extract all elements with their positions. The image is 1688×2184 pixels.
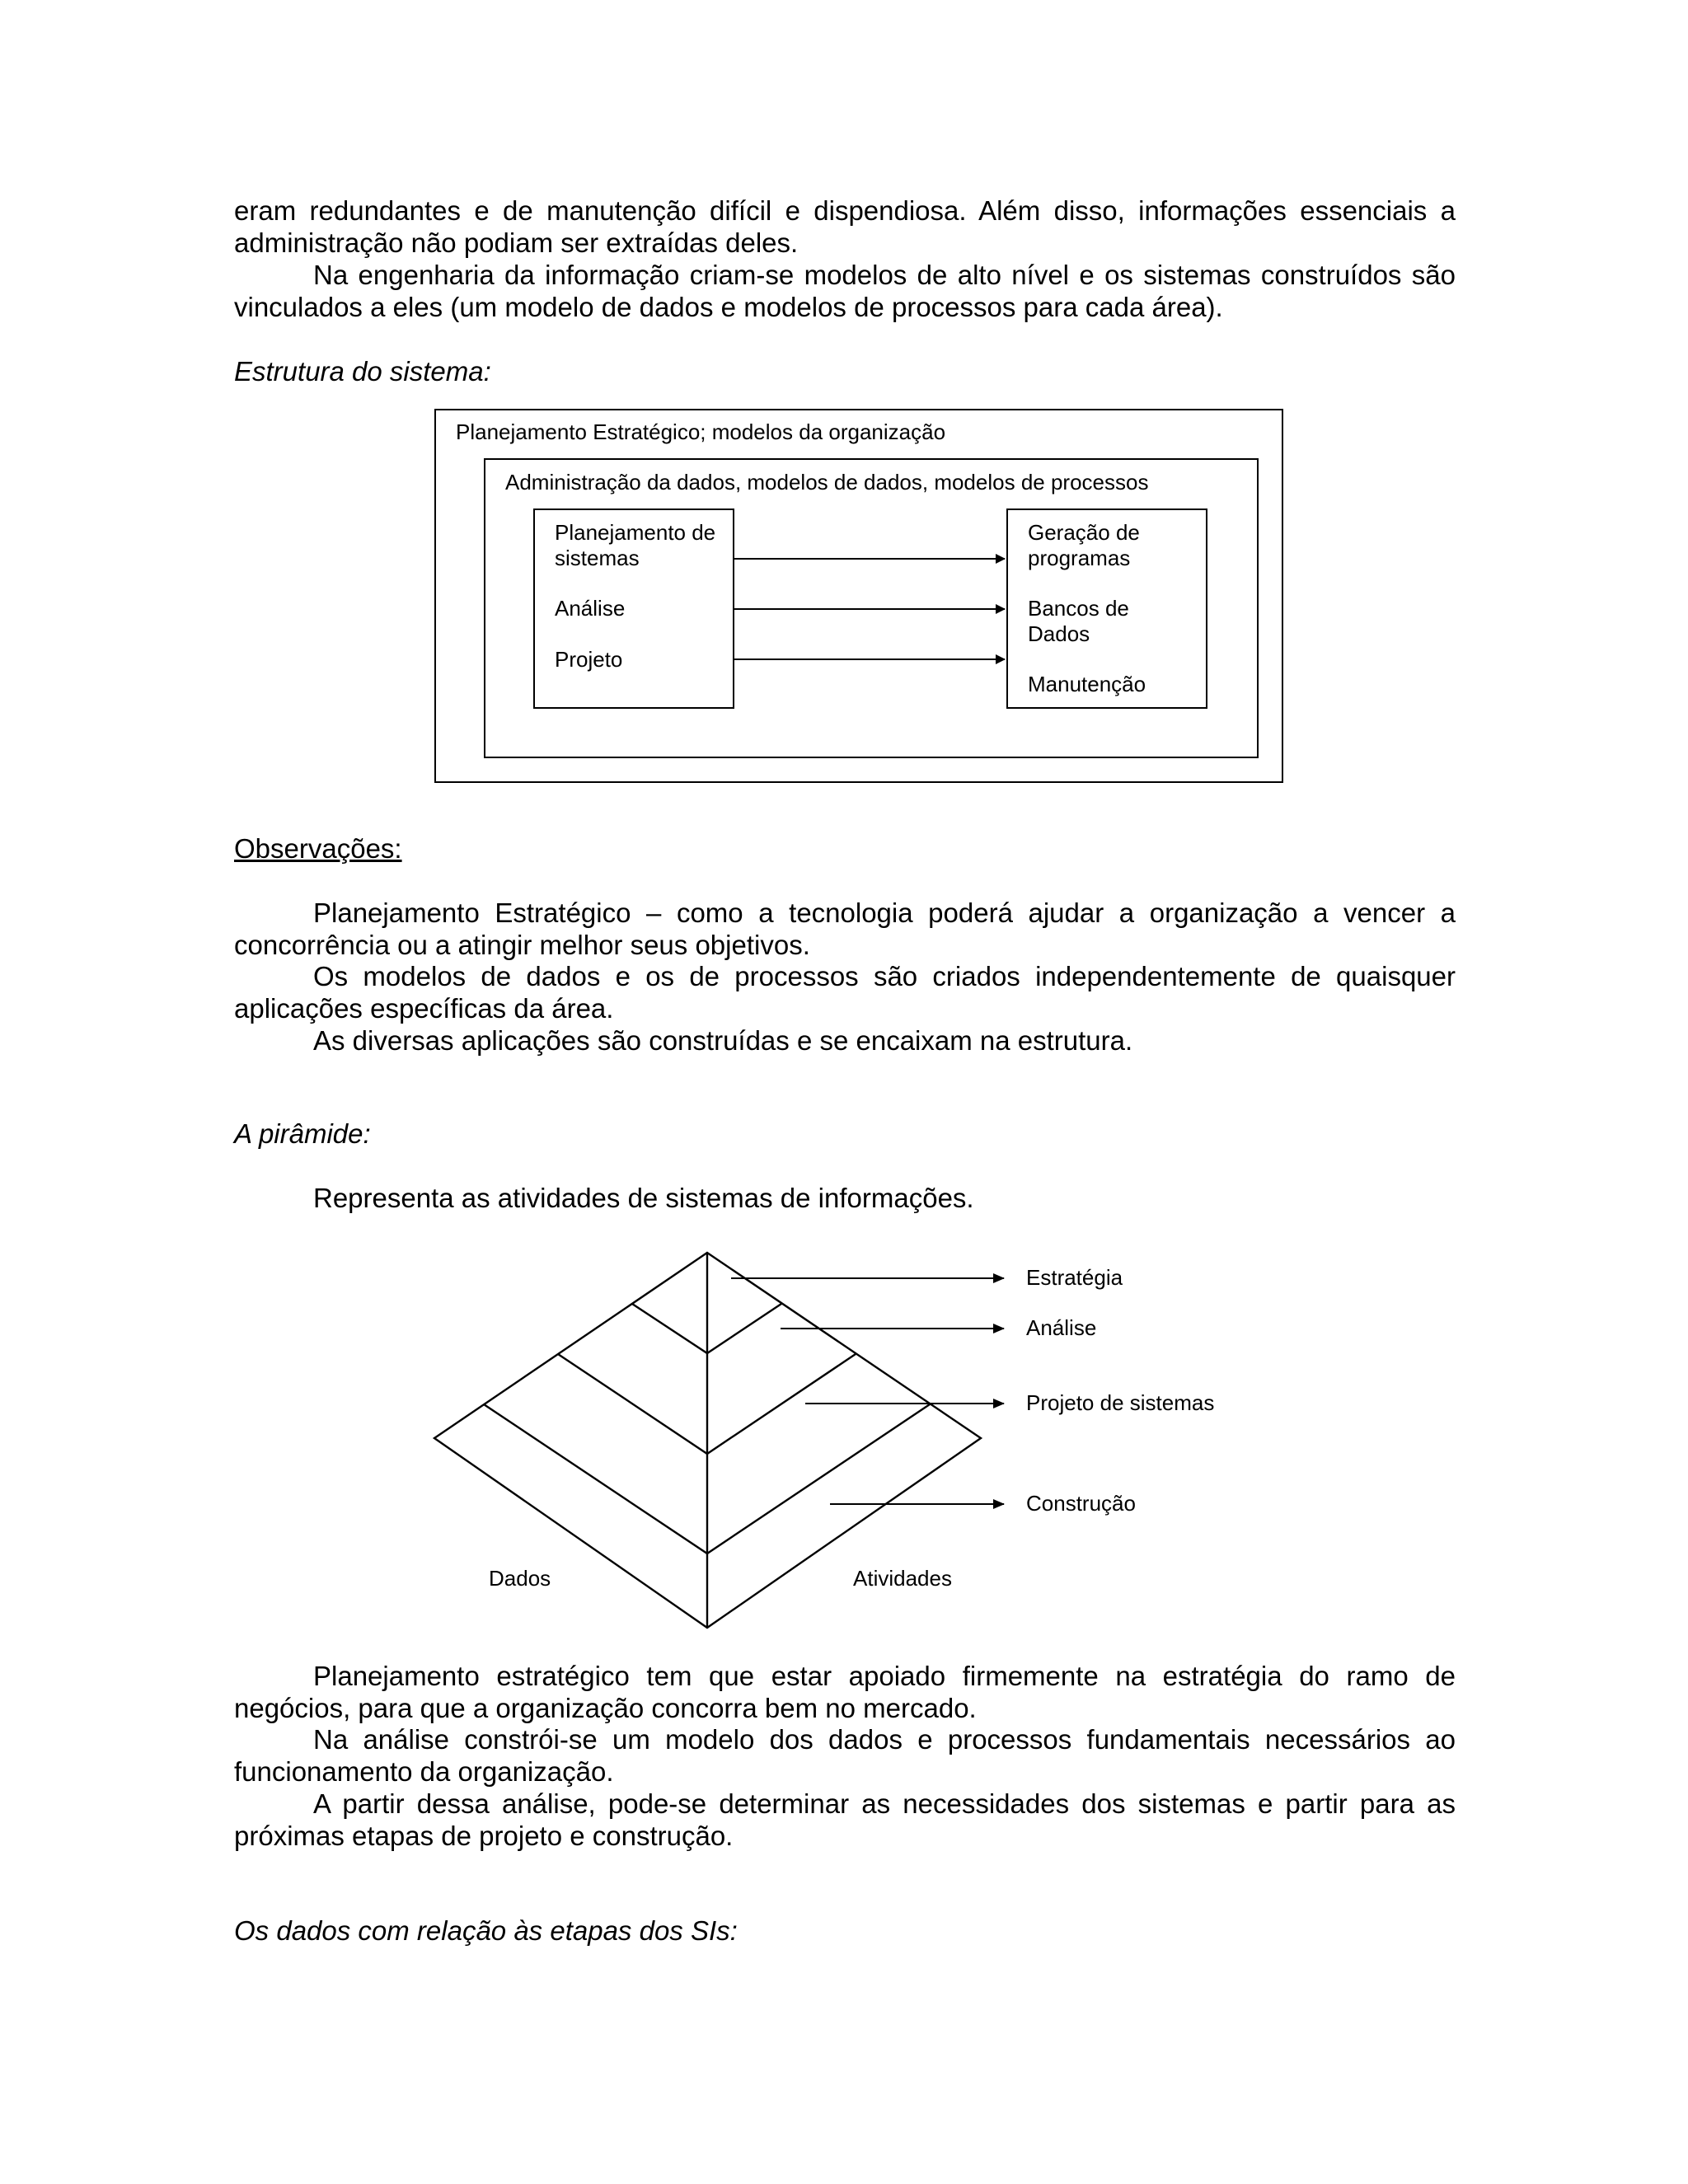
observacoes-paragraph-2: Os modelos de dados e os de processos são criados independentemente de quaisquer aplicações específicas da área. — [234, 961, 1456, 1024]
level-label-analise: Análise — [1026, 1315, 1097, 1340]
face-label-atividades: Atividades — [853, 1566, 952, 1591]
piramide-paragraph-2: Na análise constrói-se um modelo dos dados e processos fundamentais necessários ao funcionamento da organização. — [234, 1724, 1456, 1787]
left-item-planejamento: Planejamento de sistemas — [555, 520, 716, 570]
observacoes-paragraph-1: Planejamento Estratégico – como a tecnologia poderá ajudar a organização a vencer a concorrência ou a atingir melhor seus objetivos. — [234, 898, 1456, 960]
right-item-bancos: Bancos de Dados — [1028, 596, 1129, 646]
right-item-geracao: Geração de programas — [1028, 520, 1140, 570]
observacoes-heading: Observações: — [234, 833, 402, 864]
intro-paragraph-1: eram redundantes e de manutenção difícil e dispendiosa. Além disso, informações essenciais a administração não podiam ser extraídas deles. — [234, 195, 1456, 258]
level-label-estrategia: Estratégia — [1026, 1265, 1123, 1290]
right-item-manutencao: Manutenção — [1028, 672, 1146, 696]
observacoes-paragraph-3: As diversas aplicações são construídas e se encaixam na estrutura. — [313, 1025, 1133, 1056]
estrutura-heading: Estrutura do sistema: — [234, 356, 491, 387]
outer-box-label: Planejamento Estratégico; modelos da organização — [456, 419, 946, 444]
face-label-dados: Dados — [489, 1566, 551, 1591]
final-heading: Os dados com relação às etapas dos SIs: — [234, 1915, 738, 1946]
level-label-projeto: Projeto de sistemas — [1026, 1390, 1215, 1415]
piramide-paragraph-3: A partir dessa análise, pode-se determinar as necessidades dos sistemas e partir para as próximas etapas de projeto e construção. — [234, 1788, 1456, 1851]
left-item-analise: Análise — [555, 596, 626, 621]
intro-paragraph-2: Na engenharia da informação criam-se modelos de alto nível e os sistemas construídos são vinculados a eles (um modelo de dados e modelos de processos para cada área). — [234, 260, 1456, 322]
piramide-intro: Representa as atividades de sistemas de informações. — [313, 1183, 974, 1213]
piramide-heading: A pirâmide: — [234, 1118, 371, 1149]
middle-box-label: Administração da dados, modelos de dados, modelos de processos — [505, 470, 1149, 494]
piramide-paragraph-1: Planejamento estratégico tem que estar apoiado firmemente na estratégia do ramo de negócios, para que a organização concorra bem no mercado. — [234, 1661, 1456, 1723]
left-item-projeto: Projeto — [555, 647, 623, 672]
level-label-construcao: Construção — [1026, 1491, 1136, 1516]
